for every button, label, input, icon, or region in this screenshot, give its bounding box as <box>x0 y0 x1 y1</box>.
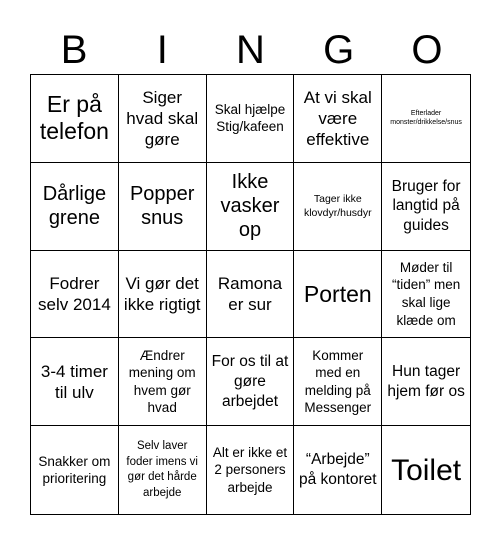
bingo-cell[interactable]: Ramona er sur <box>207 251 295 339</box>
bingo-cell[interactable]: Porten <box>294 251 382 339</box>
bingo-cell[interactable]: Ændrer mening om hvem gør hvad <box>119 338 207 426</box>
bingo-cell[interactable]: Tager ikke klovdyr/husdyr <box>294 163 382 251</box>
bingo-cell[interactable]: At vi skal være effektive <box>294 75 382 163</box>
bingo-cell[interactable]: 3-4 timer til ulv <box>31 338 119 426</box>
header-letter-o: O <box>411 28 443 72</box>
bingo-cell[interactable]: Skal hjælpe Stig/kafeen <box>207 75 295 163</box>
header-letter-b: B <box>60 28 88 72</box>
bingo-cell[interactable]: Popper snus <box>119 163 207 251</box>
header-letter-g: G <box>323 28 355 72</box>
bingo-cell[interactable]: For os til at gøre arbejdet <box>207 338 295 426</box>
header-letter-i: I <box>156 28 168 72</box>
bingo-cell[interactable]: Dårlige grene <box>31 163 119 251</box>
bingo-cell[interactable]: “Arbejde” på kontoret <box>294 426 382 514</box>
bingo-cell[interactable]: Fodrer selv 2014 <box>31 251 119 339</box>
bingo-cell[interactable]: Alt er ikke et 2 personers arbejde <box>207 426 295 514</box>
bingo-cell[interactable]: Toilet <box>391 453 462 487</box>
header-letter-n: N <box>236 28 265 72</box>
bingo-cell[interactable]: Selv laver foder imens vi gør det hårde arbejde <box>119 426 207 514</box>
bingo-cell[interactable]: Møder til “tiden” men skal lige klæde om <box>382 251 470 339</box>
bingo-cell[interactable]: Ikke vasker op <box>207 163 295 251</box>
bingo-cell[interactable]: Siger hvad skal gøre <box>119 75 207 163</box>
bingo-cell[interactable]: Bruger for langtid på guides <box>382 163 470 251</box>
bingo-cell[interactable]: Hun tager hjem før os <box>382 338 470 426</box>
bingo-cell[interactable]: Vi gør det ikke rigtigt <box>119 251 207 339</box>
bingo-header <box>30 26 471 74</box>
bingo-cell[interactable]: Er på telefon <box>31 75 119 163</box>
bingo-cell[interactable]: Snakker om prioritering <box>31 426 119 514</box>
bingo-grid <box>30 74 471 515</box>
bingo-cell[interactable]: Efterlader monster/drikkelse/snus <box>382 75 470 163</box>
bingo-cell[interactable]: Kommer med en melding på Messenger <box>294 338 382 426</box>
